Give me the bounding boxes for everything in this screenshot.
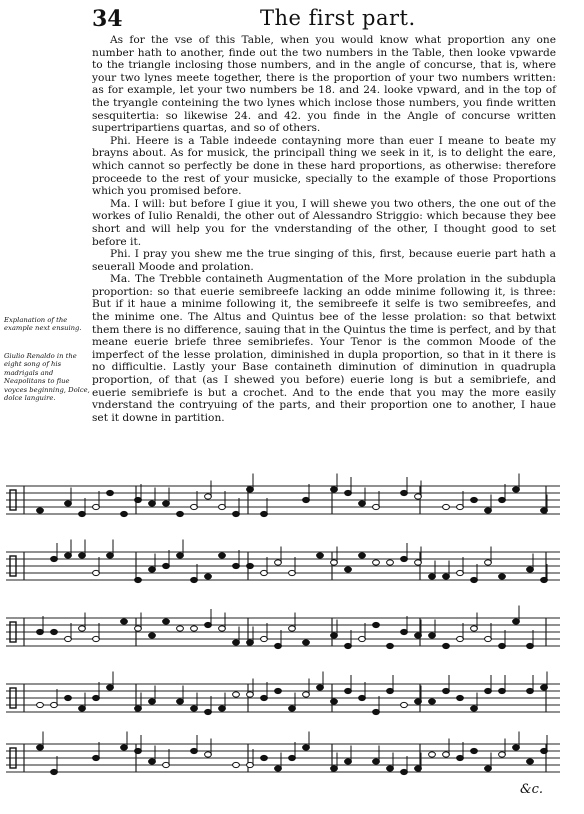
note-head: [177, 626, 184, 631]
note-head: [513, 745, 520, 750]
note-head: [373, 709, 380, 714]
note-head: [359, 695, 366, 700]
note-head: [415, 699, 422, 704]
note-head: [345, 688, 352, 693]
note-head: [499, 643, 506, 648]
note-head: [541, 685, 548, 690]
note-head: [457, 755, 464, 760]
note-head: [121, 619, 128, 624]
note-head: [163, 563, 170, 568]
note-head: [541, 508, 548, 513]
note-head: [471, 748, 478, 753]
note-head: [261, 570, 268, 575]
note-head: [261, 755, 268, 760]
note-head: [415, 633, 422, 638]
note-head: [541, 748, 548, 753]
note-head: [415, 560, 422, 565]
note-head: [51, 556, 58, 561]
note-head: [289, 706, 296, 711]
note-head: [205, 709, 212, 714]
note-head: [247, 640, 254, 645]
note-head: [471, 706, 478, 711]
note-head: [121, 745, 128, 750]
note-head: [457, 636, 464, 641]
bar-lines: [24, 486, 546, 772]
note-head: [205, 494, 212, 499]
note-head: [135, 748, 142, 753]
note-head: [177, 699, 184, 704]
margin-note-source: Giulio Renaldo in the eight song of his madrigals and Neapolitans to fiue voyces beginning, Dolce, dolce languire.: [4, 352, 90, 403]
note-head: [457, 570, 464, 575]
note-head: [219, 626, 226, 631]
note-head: [415, 766, 422, 771]
note-head: [387, 560, 394, 565]
note-head: [163, 501, 170, 506]
note-head: [457, 504, 464, 509]
note-head: [149, 501, 156, 506]
note-head: [541, 577, 548, 582]
note-head: [205, 574, 212, 579]
note-head: [191, 706, 198, 711]
note-head: [373, 504, 380, 509]
note-head: [499, 752, 506, 757]
note-head: [135, 577, 142, 582]
paragraph-phi-2: Phi. I pray you shew me the true singing of this, first, because euerie part hath a seuerall Moode and prolation.: [92, 248, 556, 273]
note-head: [443, 574, 450, 579]
note-head: [289, 755, 296, 760]
note-head: [247, 762, 254, 767]
note-head: [233, 511, 240, 516]
note-head: [135, 706, 142, 711]
note-head: [471, 626, 478, 631]
note-head: [261, 636, 268, 641]
note-head: [387, 766, 394, 771]
note-head: [149, 699, 156, 704]
note-head: [443, 752, 450, 757]
note-head: [457, 695, 464, 700]
note-head: [177, 511, 184, 516]
note-head: [191, 504, 198, 509]
note-head: [485, 766, 492, 771]
note-head: [275, 766, 282, 771]
note-head: [275, 688, 282, 693]
note-head: [65, 636, 72, 641]
note-head: [65, 553, 72, 558]
note-head: [163, 619, 170, 624]
note-head: [135, 626, 142, 631]
note-head: [261, 511, 268, 516]
note-head: [65, 695, 72, 700]
paragraph-phi-1: Phi. Heere is a Table indeede contayning more than euer I meane to beate my brayns about. As for musick, the principall thing we seek in it, is to delight the eare, which cannot so perfectly be done in these hard proportions, as otherwise: therefore proceede to the rest of your musicke, specially to the example of those Proportions which you promised before.: [92, 134, 556, 198]
note-head: [471, 497, 478, 502]
note-head: [149, 633, 156, 638]
note-head: [107, 490, 114, 495]
music-notes: [10, 474, 547, 775]
note-head: [219, 553, 226, 558]
note-head: [485, 688, 492, 693]
note-head: [79, 553, 86, 558]
note-head: [233, 762, 240, 767]
note-head: [233, 692, 240, 697]
page-number: 34: [92, 6, 123, 32]
note-head: [51, 629, 58, 634]
note-head: [345, 759, 352, 764]
note-head: [401, 490, 408, 495]
note-head: [429, 633, 436, 638]
note-head: [247, 692, 254, 697]
note-head: [499, 574, 506, 579]
note-head: [191, 577, 198, 582]
note-head: [513, 619, 520, 624]
note-head: [527, 567, 534, 572]
note-head: [37, 745, 44, 750]
note-head: [373, 622, 380, 627]
note-head: [303, 692, 310, 697]
note-head: [359, 501, 366, 506]
note-head: [387, 643, 394, 648]
note-head: [331, 560, 338, 565]
note-head: [443, 643, 450, 648]
note-head: [107, 685, 114, 690]
note-head: [261, 695, 268, 700]
note-head: [135, 497, 142, 502]
note-head: [499, 688, 506, 693]
paragraph-ma-2: Ma. The Trebble containeth Augmentation of the More prolation in the subdupla proportion: so that euerie semibreefe lacking an odde minime following it, is three: But if it haue a minime following it, the semibreefe it selfe is two semibreefes, and the minime one. The Altus and Quintus bee of the lesse prolation: so that betwixt them there is no difference, sauing that in the Quintus the time is perfect, and by that meane euerie briefe three semibriefes. Your Tenor is the common Moode of the imperfect of the lesse prolation, diminished in dupla proportion, so that in it there is no difficultie. Lastly your Base containeth diminution of diminution in quadrupla proportion, of that (as I shewed you before) euerie long is but a semibriefe, and euerie semibriefe is but a crochet. And to the ende that you may the more easily vnderstand the contryuing of the parts, and their proportion one to another, I haue set it downe in partition.: [92, 273, 556, 424]
note-head: [373, 759, 380, 764]
note-head: [205, 622, 212, 627]
note-head: [359, 553, 366, 558]
note-head: [37, 508, 44, 513]
note-head: [275, 643, 282, 648]
note-head: [527, 759, 534, 764]
note-head: [513, 487, 520, 492]
note-head: [499, 497, 506, 502]
note-head: [247, 563, 254, 568]
note-head: [177, 553, 184, 558]
note-head: [205, 752, 212, 757]
note-head: [443, 504, 450, 509]
note-head: [485, 636, 492, 641]
note-head: [317, 685, 324, 690]
note-head: [93, 636, 100, 641]
note-head: [51, 769, 58, 774]
note-head: [303, 640, 310, 645]
note-head: [331, 766, 338, 771]
note-head: [37, 702, 44, 707]
note-head: [317, 553, 324, 558]
note-head: [191, 626, 198, 631]
note-head: [247, 487, 254, 492]
note-head: [163, 762, 170, 767]
margin-note-explanation: Explanation of the example next ensuing.: [4, 316, 82, 333]
note-head: [345, 490, 352, 495]
note-head: [79, 706, 86, 711]
note-head: [401, 556, 408, 561]
note-head: [443, 688, 450, 693]
paragraph-table-usage: As for the vse of this Table, when you would know what proportion any one number hath to another, finde out the two numbers in the Table, then looke vpwarde to the triangle inclosing those numbers, and in the angle of concurse, that is, where your two lynes meete together, there is the proportion of your two numbers written: as for example, let your two numbers be 18. and 24. looke vpward, and in the top of the tryangle conteining the two lynes which inclose those numbers, you finde written sesquitertia: so likewise 24. and 42. you finde in the Angle of concurse written supertripartiens quartas, and so of others.: [92, 34, 556, 135]
note-head: [331, 487, 338, 492]
note-head: [485, 508, 492, 513]
note-head: [191, 748, 198, 753]
note-head: [289, 570, 296, 575]
note-head: [93, 755, 100, 760]
note-head: [429, 574, 436, 579]
note-head: [345, 643, 352, 648]
note-head: [527, 688, 534, 693]
note-head: [373, 560, 380, 565]
note-head: [485, 560, 492, 565]
note-head: [121, 511, 128, 516]
note-head: [51, 702, 58, 707]
note-head: [37, 629, 44, 634]
note-head: [429, 752, 436, 757]
note-head: [415, 494, 422, 499]
note-head: [65, 501, 72, 506]
note-head: [401, 769, 408, 774]
note-head: [471, 577, 478, 582]
note-head: [79, 626, 86, 631]
note-head: [359, 636, 366, 641]
closing-etc: &c.: [520, 782, 543, 797]
paragraph-ma-1: Ma. I will: but before I giue it you, I will shewe you two others, the one out of the workes of Iulio Renaldi, the other out of Alessandro Striggio: which because they bee short and will help you for the vnderstanding of the other, I thought good to set before it.: [92, 197, 556, 248]
note-head: [303, 745, 310, 750]
note-head: [429, 699, 436, 704]
note-head: [93, 695, 100, 700]
note-head: [219, 504, 226, 509]
note-head: [149, 567, 156, 572]
note-head: [93, 504, 100, 509]
note-head: [289, 626, 296, 631]
note-head: [401, 629, 408, 634]
note-head: [93, 570, 100, 575]
note-head: [387, 688, 394, 693]
running-title: The first part.: [260, 6, 416, 30]
note-head: [527, 643, 534, 648]
note-head: [233, 563, 240, 568]
note-head: [303, 497, 310, 502]
note-head: [331, 633, 338, 638]
note-head: [149, 759, 156, 764]
note-head: [233, 640, 240, 645]
note-head: [331, 699, 338, 704]
note-head: [219, 706, 226, 711]
note-head: [275, 560, 282, 565]
note-head: [107, 553, 114, 558]
note-head: [345, 567, 352, 572]
note-head: [79, 511, 86, 516]
note-head: [401, 702, 408, 707]
